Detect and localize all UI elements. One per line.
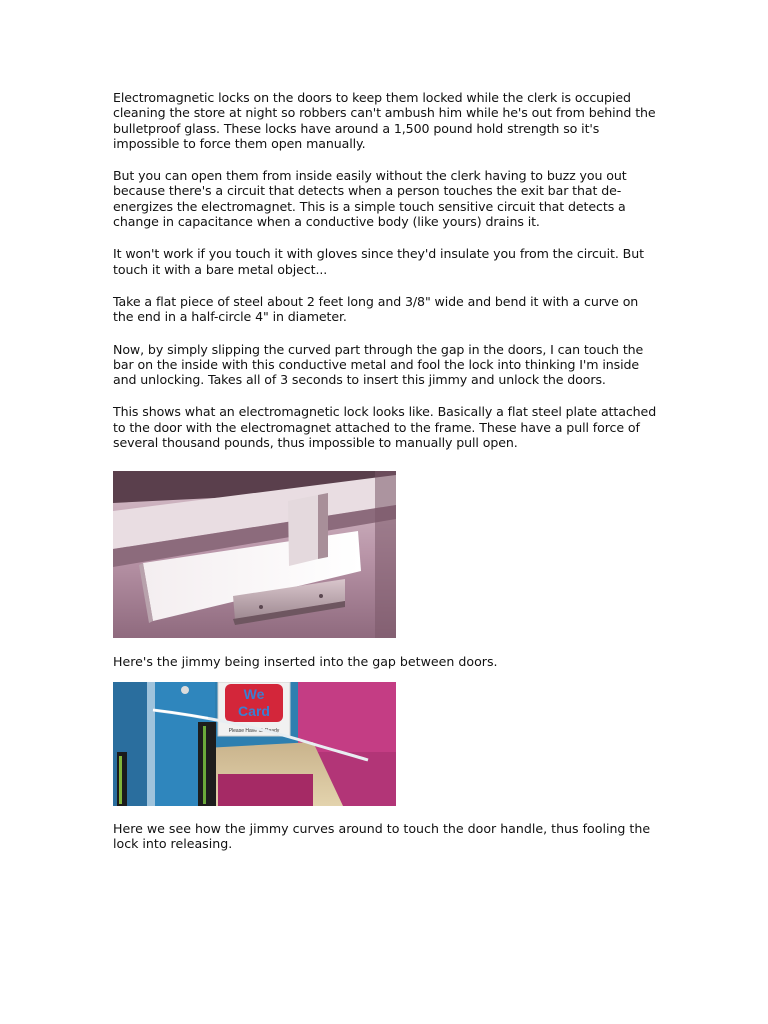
jimmy-insertion-photo	[113, 682, 396, 806]
paragraph-6: This shows what an electromagnetic lock looks like. Basically a flat steel plate attached to the door with the electromagnet attached to the frame. These have a pull force of several thousand pounds, thus impossible to manually pull open.	[113, 404, 657, 451]
sign-line-2: Card	[238, 703, 270, 719]
paragraph-2: But you can open them from inside easily without the clerk having to buzz you out because there's a circuit that detects when a person touches the exit bar that de-energizes the electromagnet. This is a simple touch sensitive circuit that detects a change in capacitance when a conductive body (like yours) drains it.	[113, 168, 627, 230]
paragraph-4: Take a flat piece of steel about 2 feet long and 3/8" wide and bend it with a curve on the end in a half-circle 4" in diameter.	[113, 293, 639, 325]
paragraph-1: Electromagnetic locks on the doors to keep them locked while the clerk is occupied cleaning the store at night so robbers can't ambush him while he's out from behind the bulletproof glass. These locks have around a 1,500 pound hold strength so it's impossible to force them open manually.	[113, 90, 656, 151]
electromagnetic-lock-illustration	[113, 471, 396, 638]
paragraph-3: It won't work if you touch it with gloves since they'd insulate you from the circuit. But touch it with a bare metal object...	[113, 246, 644, 277]
sign-subtext: Please Have ID Ready	[228, 728, 280, 734]
sign-line-1: We	[243, 686, 265, 702]
article-body	[113, 90, 658, 450]
paragraph-5: Now, by simply slipping the curved part through the gap in the doors, I can touch the bar on the inside with this conductive metal and fool the lock into thinking I'm inside and unlocking. Takes all of 3 seconds to insert this jimmy and unlock the doors.	[113, 341, 644, 388]
door-gap-illustration	[113, 682, 396, 806]
caption-1: Here's the jimmy being inserted into the gap between doors.	[113, 654, 498, 669]
caption-2: Here we see how the jimmy curves around to touch the door handle, thus fooling the lock into releasing.	[113, 821, 651, 852]
electromagnetic-lock-photo	[113, 471, 396, 638]
